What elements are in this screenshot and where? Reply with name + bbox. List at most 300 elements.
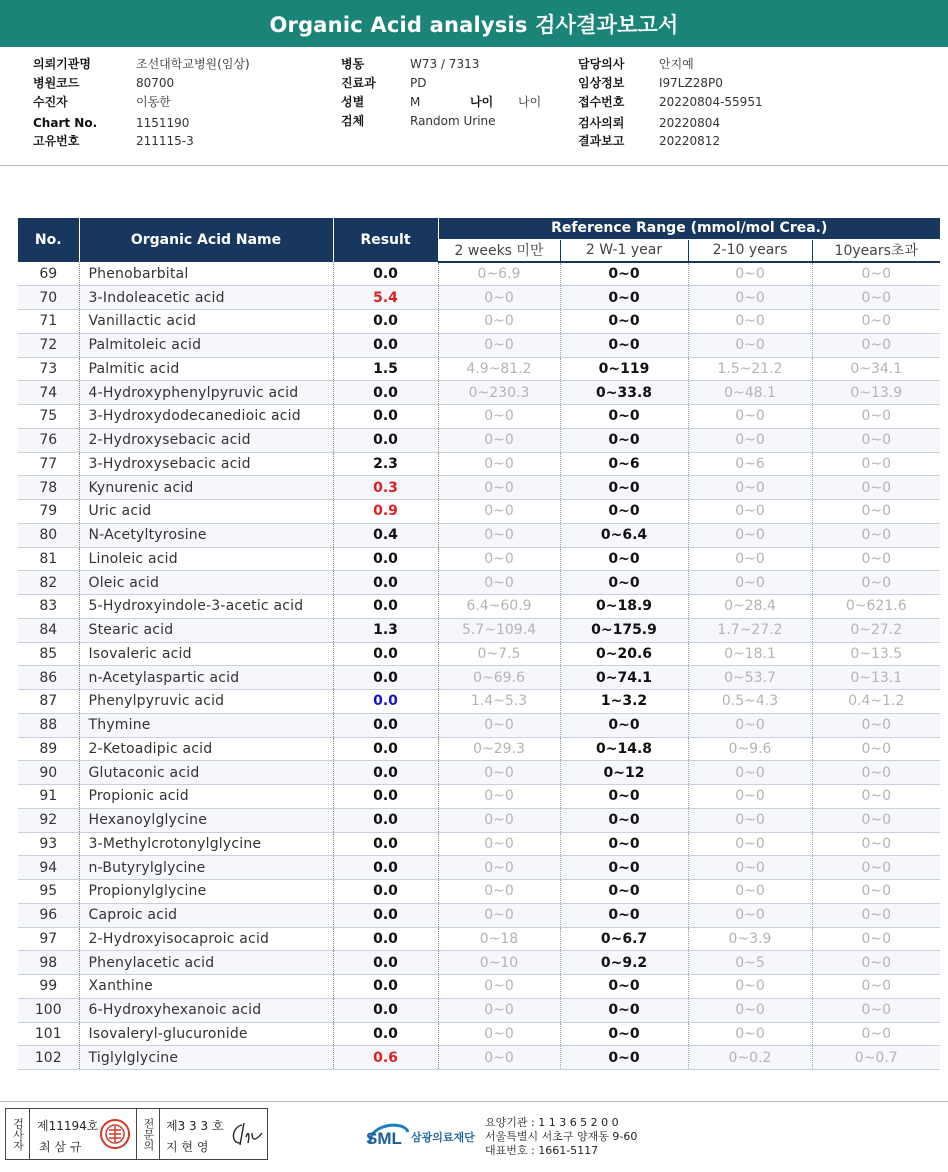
result-cell: 0.0 <box>333 1022 438 1046</box>
table-row <box>18 951 940 975</box>
ref-col-header: 2 W-1 year <box>560 239 688 262</box>
no-cell: 82 <box>18 571 79 595</box>
ref-range-cell: 0~0 <box>812 547 940 571</box>
table-row <box>18 737 940 761</box>
ref-range-cell: 0~0 <box>560 310 688 334</box>
result-cell: 0.0 <box>333 951 438 975</box>
receipt-label: 접수번호 <box>578 95 625 109</box>
ref-range-cell: 0~0 <box>812 405 940 429</box>
ref-range-cell: 0~48.1 <box>688 381 812 405</box>
ref-range-cell: 0~0 <box>438 286 560 310</box>
signature-box <box>5 1108 268 1160</box>
ref-range-cell: 0~0 <box>812 523 940 547</box>
examiner-license: 제11194호 <box>37 1119 99 1133</box>
reviewer-name: 지 현 영 <box>166 1140 209 1154</box>
ref-range-cell: 0~0 <box>812 571 940 595</box>
ref-range-cell: 0~0 <box>688 785 812 809</box>
ref-range-cell: 0.4~1.2 <box>812 690 940 714</box>
unique-value: 211115-3 <box>136 134 194 148</box>
ref-range-cell: 0~18.1 <box>688 642 812 666</box>
result-cell: 0.0 <box>333 927 438 951</box>
result-cell: 0.0 <box>333 761 438 785</box>
acid-name-cell: Phenylpyruvic acid <box>79 690 333 714</box>
ref-range-cell: 0~3.9 <box>688 927 812 951</box>
ref-range-cell: 0~0 <box>438 998 560 1022</box>
acid-name-cell: Thymine <box>79 713 333 737</box>
no-cell: 71 <box>18 310 79 334</box>
ref-range-cell: 0~0 <box>438 500 560 524</box>
no-cell: 93 <box>18 832 79 856</box>
table-row <box>18 333 940 357</box>
acid-name-cell: n-Butyrylglycine <box>79 856 333 880</box>
ward-label: 병동 <box>341 57 365 71</box>
ref-range-cell: 0~6 <box>560 452 688 476</box>
table-row <box>18 856 940 880</box>
no-cell: 98 <box>18 951 79 975</box>
acid-name-cell: 3-Indoleacetic acid <box>79 286 333 310</box>
ref-range-cell: 0~0 <box>438 523 560 547</box>
clinical-value: I97LZ28P0 <box>659 76 723 90</box>
ref-range-cell: 0~6.7 <box>560 927 688 951</box>
ref-range-cell: 0~13.1 <box>812 666 940 690</box>
col-name-header: Organic Acid Name <box>79 218 333 262</box>
acid-name-cell: Caproic acid <box>79 903 333 927</box>
no-cell: 84 <box>18 618 79 642</box>
result-cell: 0.0 <box>333 405 438 429</box>
no-cell: 95 <box>18 880 79 904</box>
ref-range-cell: 0~9.6 <box>688 737 812 761</box>
seal-stamp-icon <box>99 1118 131 1150</box>
ref-range-cell: 0~0 <box>560 333 688 357</box>
ref-range-cell: 0~0 <box>812 927 940 951</box>
ref-range-cell: 0~0 <box>438 310 560 334</box>
ref-range-cell: 0~7.5 <box>438 642 560 666</box>
signature-icon <box>228 1119 264 1149</box>
ref-range-cell: 0~0 <box>812 428 940 452</box>
table-row <box>18 1022 940 1046</box>
specimen-label: 검체 <box>341 114 365 128</box>
ref-range-cell: 0~33.8 <box>560 381 688 405</box>
ref-range-cell: 0~6.9 <box>438 262 560 286</box>
result-cell: 1.3 <box>333 618 438 642</box>
result-cell: 0.0 <box>333 737 438 761</box>
no-cell: 77 <box>18 452 79 476</box>
table-row <box>18 903 940 927</box>
ref-range-cell: 0~5 <box>688 951 812 975</box>
table-row <box>18 618 940 642</box>
result-cell: 0.0 <box>333 262 438 286</box>
ref-range-cell: 0~0 <box>812 998 940 1022</box>
reviewer-label: 전문의 <box>136 1109 160 1159</box>
acid-name-cell: Tiglylglycine <box>79 1046 333 1070</box>
acid-name-cell: Vanillactic acid <box>79 310 333 334</box>
ref-range-cell: 0~18 <box>438 927 560 951</box>
acid-name-cell: 3-Hydroxysebacic acid <box>79 452 333 476</box>
result-cell: 0.0 <box>333 666 438 690</box>
acid-name-cell: 2-Ketoadipic acid <box>79 737 333 761</box>
no-cell: 81 <box>18 547 79 571</box>
result-cell: 0.0 <box>333 310 438 334</box>
ref-col-header: 10years초과 <box>812 239 940 262</box>
result-cell: 0.0 <box>333 595 438 619</box>
no-cell: 80 <box>18 523 79 547</box>
ref-range-cell: 1~3.2 <box>560 690 688 714</box>
ref-range-cell: 0~0 <box>688 998 812 1022</box>
no-cell: 88 <box>18 713 79 737</box>
sex-value: M <box>410 95 421 109</box>
table-row <box>18 500 940 524</box>
no-cell: 91 <box>18 785 79 809</box>
receipt-value: 20220804-55951 <box>659 95 763 109</box>
result-cell: 1.5 <box>333 357 438 381</box>
no-cell: 87 <box>18 690 79 714</box>
acid-name-cell: 5-Hydroxyindole-3-acetic acid <box>79 595 333 619</box>
acid-name-cell: Xanthine <box>79 975 333 999</box>
table-row <box>18 547 940 571</box>
no-cell: 100 <box>18 998 79 1022</box>
ref-range-cell: 0~0 <box>560 808 688 832</box>
results-table <box>18 218 940 1070</box>
ref-range-cell: 0~0 <box>688 523 812 547</box>
ref-range-cell: 0~0 <box>560 476 688 500</box>
acid-name-cell: Phenobarbital <box>79 262 333 286</box>
result-cell: 0.0 <box>333 856 438 880</box>
results-table-container <box>18 218 940 1070</box>
result-cell: 0.0 <box>333 808 438 832</box>
acid-name-cell: Palmitic acid <box>79 357 333 381</box>
report-title: Organic Acid analysis 검사결과보고서 <box>0 0 948 47</box>
ref-range-cell: 0~29.3 <box>438 737 560 761</box>
table-row <box>18 476 940 500</box>
ref-range-cell: 6.4~60.9 <box>438 595 560 619</box>
result-cell: 0.0 <box>333 381 438 405</box>
ref-range-cell: 0~0 <box>560 428 688 452</box>
examiner-name: 최 삼 규 <box>39 1140 82 1154</box>
ref-range-cell: 0~0 <box>812 951 940 975</box>
contact-phone: 대표번호 : 1661-5117 <box>485 1144 599 1157</box>
no-cell: 101 <box>18 1022 79 1046</box>
table-row <box>18 405 940 429</box>
table-row <box>18 310 940 334</box>
ref-range-cell: 0~0 <box>688 975 812 999</box>
ref-range-cell: 0~0 <box>560 998 688 1022</box>
ref-range-cell: 5.7~109.4 <box>438 618 560 642</box>
ref-range-cell: 0~0 <box>812 452 940 476</box>
result-cell: 0.0 <box>333 785 438 809</box>
request-value: 20220804 <box>659 116 721 130</box>
col-result-header: Result <box>333 218 438 262</box>
ref-range-cell: 0~0 <box>688 286 812 310</box>
chart-value: 1151190 <box>136 116 190 130</box>
age-value: 나이 <box>518 95 542 109</box>
table-row <box>18 785 940 809</box>
ref-range-cell: 0~0 <box>688 856 812 880</box>
ref-range-cell: 0~0 <box>812 476 940 500</box>
ref-range-cell: 0~0 <box>438 1022 560 1046</box>
no-cell: 92 <box>18 808 79 832</box>
result-cell: 5.4 <box>333 286 438 310</box>
table-row <box>18 1046 940 1070</box>
ref-range-cell: 0~0 <box>438 428 560 452</box>
ref-range-cell: 0~0 <box>438 1046 560 1070</box>
ref-range-cell: 0~0 <box>438 832 560 856</box>
table-row <box>18 452 940 476</box>
results-table-body <box>18 262 940 1070</box>
acid-name-cell: Linoleic acid <box>79 547 333 571</box>
table-row <box>18 571 940 595</box>
acid-name-cell: n-Acetylaspartic acid <box>79 666 333 690</box>
ref-range-cell: 0~0 <box>438 761 560 785</box>
result-date-label: 결과보고 <box>578 134 625 148</box>
table-row <box>18 595 940 619</box>
ref-range-cell: 0~0 <box>438 856 560 880</box>
unique-label: 고유번호 <box>33 134 80 148</box>
table-row <box>18 357 940 381</box>
table-row <box>18 262 940 286</box>
hospital-value: 조선대학교병원(임상) <box>136 57 250 71</box>
result-cell: 0.9 <box>333 500 438 524</box>
ref-range-cell: 0~0 <box>688 310 812 334</box>
ref-range-cell: 4.9~81.2 <box>438 357 560 381</box>
no-cell: 75 <box>18 405 79 429</box>
ref-range-cell: 0~0 <box>688 500 812 524</box>
contact-info <box>485 1116 637 1158</box>
result-cell: 0.0 <box>333 713 438 737</box>
no-cell: 96 <box>18 903 79 927</box>
acid-name-cell: Oleic acid <box>79 571 333 595</box>
no-cell: 74 <box>18 381 79 405</box>
ref-range-cell: 0~74.1 <box>560 666 688 690</box>
table-row <box>18 690 940 714</box>
no-cell: 79 <box>18 500 79 524</box>
name-value: 이동한 <box>136 95 171 109</box>
result-cell: 0.0 <box>333 690 438 714</box>
no-cell: 70 <box>18 286 79 310</box>
acid-name-cell: 3-Hydroxydodecanedioic acid <box>79 405 333 429</box>
no-cell: 90 <box>18 761 79 785</box>
ref-range-cell: 0~0 <box>688 262 812 286</box>
ref-range-cell: 0~0 <box>688 713 812 737</box>
table-row <box>18 998 940 1022</box>
ref-range-cell: 0~230.3 <box>438 381 560 405</box>
ref-range-cell: 0~0 <box>812 903 940 927</box>
no-cell: 102 <box>18 1046 79 1070</box>
specimen-value: Random Urine <box>410 114 496 128</box>
hospital-label: 의뢰기관명 <box>33 57 91 71</box>
ref-range-cell: 0~53.7 <box>688 666 812 690</box>
examiner-label: 검사자 <box>6 1109 30 1159</box>
acid-name-cell: Isovaleric acid <box>79 642 333 666</box>
col-no-header: No. <box>18 218 79 262</box>
ref-range-cell: 0~621.6 <box>812 595 940 619</box>
code-label: 병원코드 <box>33 76 80 90</box>
ref-range-cell: 0~0 <box>438 880 560 904</box>
result-cell: 0.0 <box>333 998 438 1022</box>
acid-name-cell: Propionic acid <box>79 785 333 809</box>
ref-range-cell: 0~0 <box>688 880 812 904</box>
ref-range-cell: 0~0 <box>560 547 688 571</box>
ref-range-cell: 0~0 <box>438 785 560 809</box>
clinical-label: 임상정보 <box>578 76 625 90</box>
result-cell: 0.0 <box>333 975 438 999</box>
no-cell: 72 <box>18 333 79 357</box>
contact-code: 요양기관 : 1 1 3 6 5 2 0 0 <box>485 1116 619 1129</box>
logo-text: 삼광의료재단 <box>411 1131 475 1144</box>
table-row <box>18 713 940 737</box>
ref-range-cell: 0~0 <box>560 262 688 286</box>
ref-range-cell: 0~0 <box>688 333 812 357</box>
table-row <box>18 428 940 452</box>
ref-range-cell: 0~0 <box>560 286 688 310</box>
sex-label: 성별 <box>341 95 365 109</box>
ref-range-cell: 0~0 <box>812 737 940 761</box>
ref-range-cell: 0~0 <box>560 1046 688 1070</box>
no-cell: 78 <box>18 476 79 500</box>
result-cell: 0.0 <box>333 547 438 571</box>
ref-range-cell: 0~0 <box>560 856 688 880</box>
ref-range-cell: 0~10 <box>438 951 560 975</box>
no-cell: 94 <box>18 856 79 880</box>
acid-name-cell: 2-Hydroxysebacic acid <box>79 428 333 452</box>
patient-info <box>0 52 948 166</box>
table-row <box>18 927 940 951</box>
table-row <box>18 808 940 832</box>
ref-range-cell: 1.7~27.2 <box>688 618 812 642</box>
ward-value: W73 / 7313 <box>410 57 480 71</box>
acid-name-cell: 2-Hydroxyisocaproic acid <box>79 927 333 951</box>
result-cell: 0.0 <box>333 903 438 927</box>
ref-range-cell: 0~13.5 <box>812 642 940 666</box>
ref-range-cell: 0~0 <box>812 1022 940 1046</box>
acid-name-cell: 3-Methylcrotonylglycine <box>79 832 333 856</box>
chart-label: Chart No. <box>33 116 98 130</box>
ref-range-cell: 0~14.8 <box>560 737 688 761</box>
ref-range-cell: 0~0 <box>560 975 688 999</box>
result-cell: 0.3 <box>333 476 438 500</box>
acid-name-cell: Hexanoylglycine <box>79 808 333 832</box>
ref-range-cell: 0~18.9 <box>560 595 688 619</box>
acid-name-cell: Kynurenic acid <box>79 476 333 500</box>
ref-range-cell: 0~0 <box>438 333 560 357</box>
acid-name-cell: 6-Hydroxyhexanoic acid <box>79 998 333 1022</box>
ref-range-cell: 0~0 <box>812 880 940 904</box>
acid-name-cell: Phenylacetic acid <box>79 951 333 975</box>
ref-range-cell: 0~0 <box>438 547 560 571</box>
ref-range-cell: 0~0 <box>688 903 812 927</box>
table-row <box>18 975 940 999</box>
ref-range-cell: 0~0 <box>688 571 812 595</box>
ref-range-cell: 0~0 <box>688 428 812 452</box>
table-row <box>18 832 940 856</box>
ref-range-cell: 0~20.6 <box>560 642 688 666</box>
no-cell: 99 <box>18 975 79 999</box>
ref-range-cell: 0~0 <box>560 785 688 809</box>
no-cell: 69 <box>18 262 79 286</box>
ref-range-cell: 0~0 <box>560 903 688 927</box>
ref-range-cell: 0~0 <box>812 785 940 809</box>
ref-range-cell: 0~0 <box>560 500 688 524</box>
contact-address: 서울특별시 서초구 양재동 9-60 <box>485 1130 638 1143</box>
ref-range-cell: 1.5~21.2 <box>688 357 812 381</box>
ref-range-cell: 0~0 <box>688 547 812 571</box>
ref-range-cell: 0~0 <box>688 405 812 429</box>
table-row <box>18 286 940 310</box>
ref-range-cell: 0~0 <box>560 832 688 856</box>
no-cell: 83 <box>18 595 79 619</box>
result-cell: 0.0 <box>333 571 438 595</box>
ref-range-cell: 0~0 <box>438 405 560 429</box>
result-cell: 0.0 <box>333 428 438 452</box>
acid-name-cell: Palmitoleic acid <box>79 333 333 357</box>
ref-range-cell: 0~0 <box>560 713 688 737</box>
no-cell: 86 <box>18 666 79 690</box>
dept-value: PD <box>410 76 427 90</box>
ref-range-cell: 0~0 <box>812 500 940 524</box>
ref-range-cell: 0~0 <box>438 713 560 737</box>
ref-range-cell: 0~27.2 <box>812 618 940 642</box>
ref-range-cell: 0~6 <box>688 452 812 476</box>
table-row <box>18 880 940 904</box>
doctor-label: 담당의사 <box>578 57 625 71</box>
table-row <box>18 381 940 405</box>
ref-range-cell: 0~0 <box>688 808 812 832</box>
ref-range-cell: 0~0 <box>812 856 940 880</box>
ref-range-cell: 0~0 <box>688 476 812 500</box>
ref-range-cell: 0~28.4 <box>688 595 812 619</box>
no-cell: 97 <box>18 927 79 951</box>
ref-range-cell: 0~0.7 <box>812 1046 940 1070</box>
doctor-value: 안지예 <box>659 57 694 71</box>
table-row <box>18 642 940 666</box>
ref-range-cell: 0~0 <box>438 903 560 927</box>
name-label: 수진자 <box>33 95 68 109</box>
table-row <box>18 523 940 547</box>
request-label: 검사의뢰 <box>578 116 625 130</box>
ref-range-cell: 0~0 <box>688 832 812 856</box>
ref-range-cell: 0~0 <box>812 262 940 286</box>
ref-range-cell: 0~0 <box>812 808 940 832</box>
dept-label: 진료과 <box>341 76 376 90</box>
acid-name-cell: Stearic acid <box>79 618 333 642</box>
ref-range-cell: 0~6.4 <box>560 523 688 547</box>
ref-range-cell: 0~13.9 <box>812 381 940 405</box>
ref-range-cell: 0~12 <box>560 761 688 785</box>
ref-range-cell: 0~0 <box>812 832 940 856</box>
ref-range-cell: 0~0 <box>812 975 940 999</box>
ref-range-cell: 0~0 <box>812 761 940 785</box>
reference-range-header: Reference Range (mmol/mol Crea.) <box>438 218 940 239</box>
ref-range-cell: 0~9.2 <box>560 951 688 975</box>
ref-range-cell: 0.5~4.3 <box>688 690 812 714</box>
code-value: 80700 <box>136 76 175 90</box>
ref-range-cell: 0~69.6 <box>438 666 560 690</box>
hospital-field <box>33 55 91 73</box>
result-cell: 0.6 <box>333 1046 438 1070</box>
acid-name-cell: Glutaconic acid <box>79 761 333 785</box>
ref-range-cell: 0~0 <box>688 761 812 785</box>
ref-range-cell: 0~0.2 <box>688 1046 812 1070</box>
reviewer-license: 제3 3 3 호 <box>166 1119 224 1133</box>
no-cell: 73 <box>18 357 79 381</box>
acid-name-cell: Isovaleryl-glucuronide <box>79 1022 333 1046</box>
ref-range-cell: 0~0 <box>438 452 560 476</box>
ref-range-cell: 0~0 <box>688 1022 812 1046</box>
ref-range-cell: 0~0 <box>812 286 940 310</box>
ref-range-cell: 1.4~5.3 <box>438 690 560 714</box>
ref-range-cell: 0~0 <box>438 975 560 999</box>
result-cell: 2.3 <box>333 452 438 476</box>
ref-range-cell: 0~0 <box>560 880 688 904</box>
